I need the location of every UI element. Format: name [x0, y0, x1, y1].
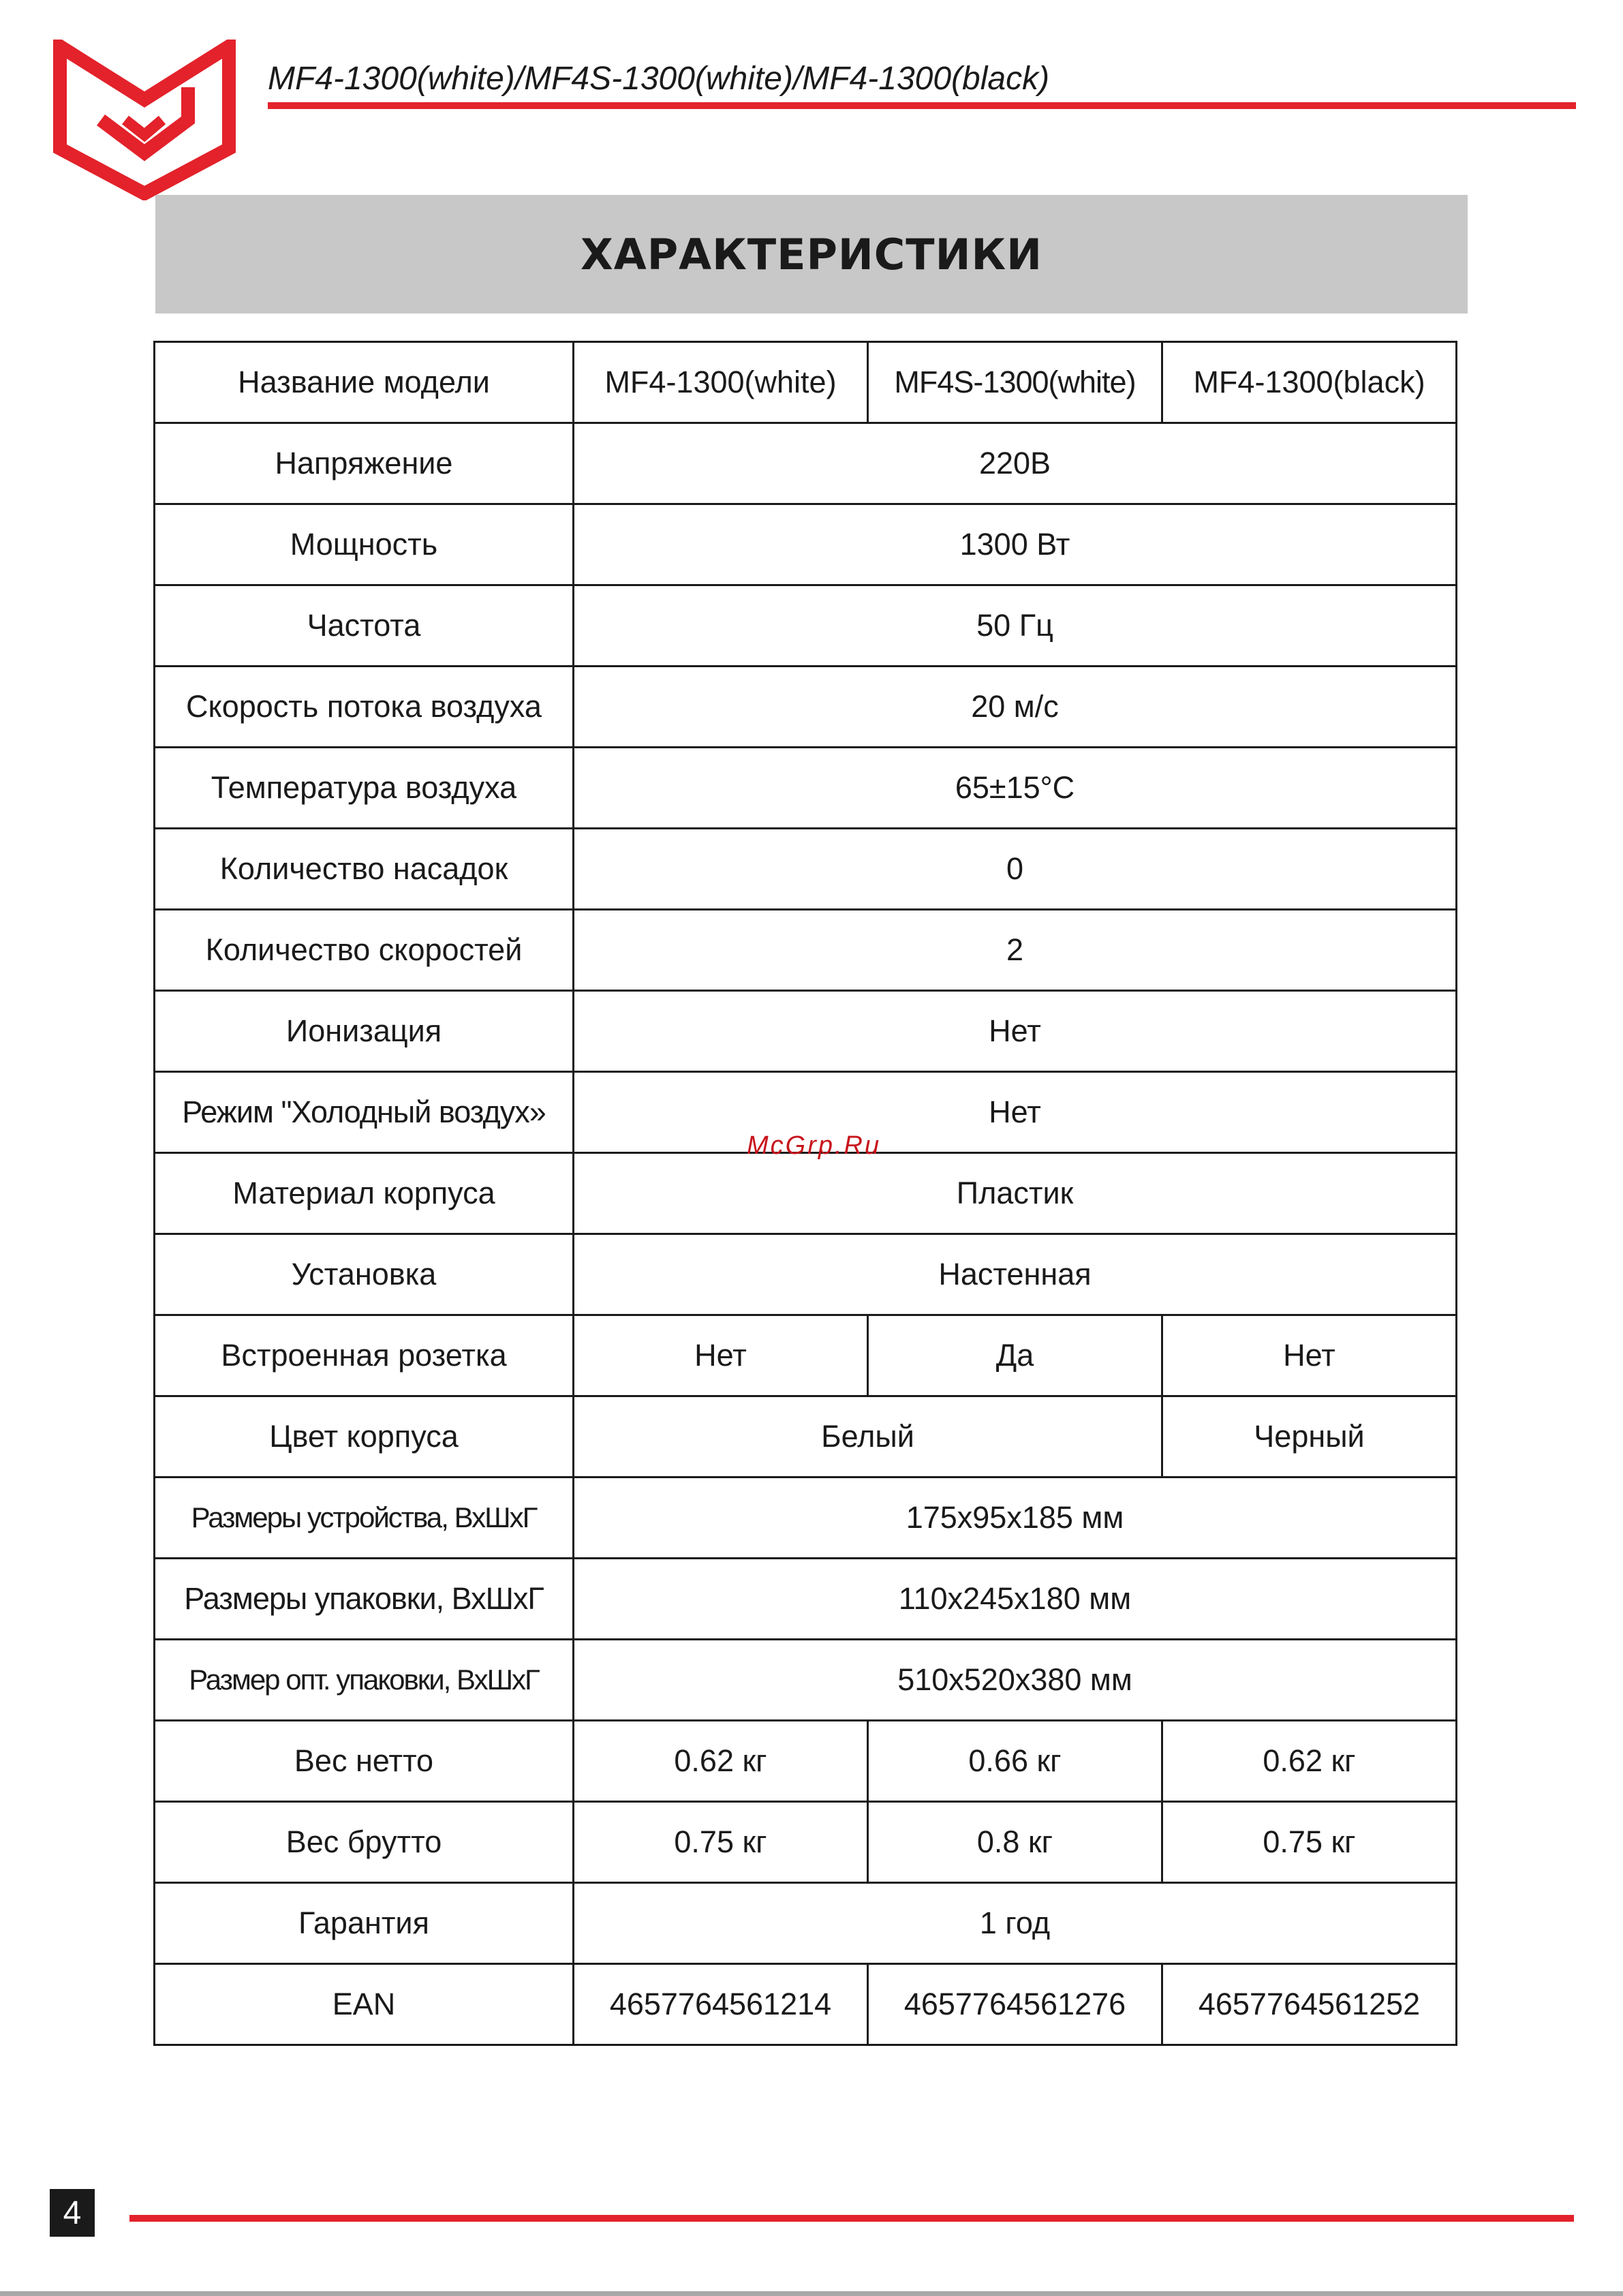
row-label: Гарантия [155, 1883, 574, 1964]
table-row [155, 748, 1457, 829]
table-row [155, 1883, 1457, 1964]
section-title: ХАРАКТЕРИСТИКИ [580, 229, 1043, 279]
row-label: Размеры упаковки, ВхШхГ [155, 1559, 574, 1640]
footer-divider [129, 2215, 1574, 2222]
row-label: Установка [155, 1234, 574, 1315]
row-label: Материал корпуса [155, 1153, 574, 1234]
value-cell: Настенная [574, 1234, 1457, 1315]
value-cell: 220В [574, 423, 1457, 504]
row-label: Ионизация [155, 991, 574, 1072]
ean-cell: 4657764561252 [1162, 1964, 1457, 2045]
row-label: EAN [155, 1964, 574, 2045]
row-label: Размеры устройства, ВхШхГ [155, 1478, 574, 1559]
table-row [155, 829, 1457, 910]
table-row [155, 1478, 1457, 1559]
table-row [155, 1964, 1457, 2045]
row-label: Режим "Холодный воздух» [155, 1072, 574, 1153]
row-label: Скорость потока воздуха [155, 667, 574, 748]
value-cell: Нет [1162, 1315, 1457, 1396]
table-row [155, 585, 1457, 667]
table-row [155, 1315, 1457, 1396]
value-cell: Да [868, 1315, 1162, 1396]
brand-logo [53, 40, 236, 200]
table-row [155, 423, 1457, 504]
header-divider [268, 102, 1576, 109]
table-row [155, 1559, 1457, 1640]
value-cell: Нет [574, 991, 1457, 1072]
value-cell: 20 м/с [574, 667, 1457, 748]
specifications-table [153, 341, 1457, 2046]
value-cell: 0.8 кг [868, 1802, 1162, 1883]
value-cell: 1 год [574, 1883, 1457, 1964]
table-row [155, 910, 1457, 991]
value-cell: Пластик [574, 1153, 1457, 1234]
row-label: Размер опт. упаковки, ВхШхГ [155, 1640, 574, 1721]
row-label: Вес брутто [155, 1802, 574, 1883]
row-label: Вес нетто [155, 1721, 574, 1802]
table-row [155, 1640, 1457, 1721]
row-label: Напряжение [155, 423, 574, 504]
table-row [155, 991, 1457, 1072]
watermark: McGrp.Ru [747, 1131, 882, 1160]
model-name-cell: MF4-1300(white) [574, 342, 868, 423]
table-row [155, 1721, 1457, 1802]
value-cell: Нет [574, 1315, 868, 1396]
table-row [155, 1153, 1457, 1234]
table-row [155, 1234, 1457, 1315]
value-cell: 110x245x180 мм [574, 1559, 1457, 1640]
value-cell: 65±15°С [574, 748, 1457, 829]
row-label: Встроенная розетка [155, 1315, 574, 1396]
row-label: Количество насадок [155, 829, 574, 910]
value-cell: 0 [574, 829, 1457, 910]
table-row [155, 1396, 1457, 1478]
value-cell: 50 Гц [574, 585, 1457, 667]
model-name-cell: MF4-1300(black) [1162, 342, 1457, 423]
value-cell: 0.62 кг [574, 1721, 868, 1802]
table-row [155, 342, 1457, 423]
header-model-title: MF4-1300(white)/MF4S-1300(white)/MF4-1300(black) [268, 61, 1050, 97]
table-row [155, 504, 1457, 585]
value-cell: 0.66 кг [868, 1721, 1162, 1802]
value-cell: Черный [1162, 1396, 1457, 1478]
value-cell: Белый [574, 1396, 1162, 1478]
value-cell: Нет [574, 1072, 1457, 1153]
row-label: Название модели [155, 342, 574, 423]
row-label: Температура воздуха [155, 748, 574, 829]
section-banner [155, 195, 1468, 313]
table-row [155, 667, 1457, 748]
row-label: Частота [155, 585, 574, 667]
row-label: Количество скоростей [155, 910, 574, 991]
value-cell: 0.75 кг [1162, 1802, 1457, 1883]
value-cell: 175x95x185 мм [574, 1478, 1457, 1559]
page-bottom-edge [0, 2291, 1623, 2296]
ean-cell: 4657764561276 [868, 1964, 1162, 2045]
model-name-cell: MF4S-1300(white) [868, 342, 1162, 423]
value-cell: 0.75 кг [574, 1802, 868, 1883]
value-cell: 2 [574, 910, 1457, 991]
value-cell: 510x520x380 мм [574, 1640, 1457, 1721]
table-row [155, 1802, 1457, 1883]
row-label: Цвет корпуса [155, 1396, 574, 1478]
ean-cell: 4657764561214 [574, 1964, 868, 2045]
page-number: 4 [50, 2189, 95, 2237]
row-label: Мощность [155, 504, 574, 585]
value-cell: 1300 Вт [574, 504, 1457, 585]
value-cell: 0.62 кг [1162, 1721, 1457, 1802]
